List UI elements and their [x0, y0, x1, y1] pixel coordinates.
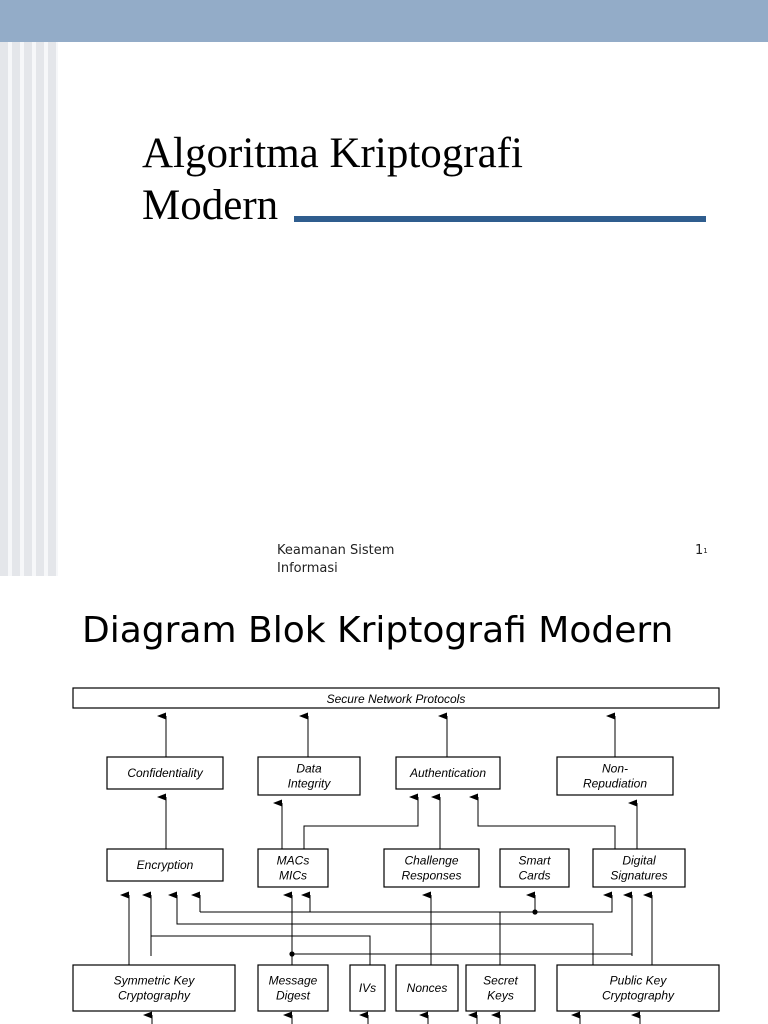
- slide-title-line-1: Algoritma Kriptografi: [142, 130, 523, 177]
- primitive-box-symmetric-key-cryptography: [73, 965, 235, 1011]
- mechanism-box-digital-signatures-label: Signatures: [610, 868, 668, 883]
- primitive-box-public-key-cryptography: [557, 965, 719, 1011]
- primitive-box-ivs: [350, 965, 385, 1011]
- primitive-box-symmetric-key-cryptography-label: Symmetric Key: [113, 973, 195, 988]
- primitive-box-symmetric-key-cryptography-label: Cryptography: [117, 988, 191, 1003]
- primitive-box-nonces-label: Nonces: [406, 981, 448, 995]
- page-number: [695, 542, 708, 560]
- service-box-data-integrity-label: Integrity: [287, 776, 331, 791]
- mechanism-box-challenge-responses-label: Challenge: [404, 853, 459, 868]
- diagram-slide: [0, 576, 768, 1024]
- primitive-box-ivs-label: IVs: [358, 981, 377, 995]
- slide-footer: [277, 542, 437, 576]
- mechanism-box-macs-mics-label: MACs: [276, 853, 310, 868]
- arrow-top-horizontal: [200, 895, 612, 912]
- mechanism-box-challenge-responses-label: Responses: [401, 868, 462, 883]
- mechanism-box-macs-mics: [258, 849, 328, 887]
- primitive-box-secret-keys-label: Secret: [483, 973, 518, 988]
- mechanism-box-smart-cards-label: Smart: [518, 853, 551, 868]
- page-number-value: 1: [695, 543, 704, 558]
- slide-top-bar: [0, 0, 768, 42]
- primitive-box-message-digest-label: Digest: [275, 988, 311, 1003]
- crypto-block-diagram: [0, 576, 768, 1024]
- slide-title-line-2: Modern: [142, 182, 279, 229]
- service-box-confidentiality-label: Confidentiality: [127, 766, 203, 780]
- primitive-box-message-digest-label: Message: [268, 973, 318, 988]
- mechanism-box-encryption-label: Encryption: [136, 858, 194, 872]
- primitive-box-secret-keys-label: Keys: [487, 988, 514, 1003]
- service-box-data-integrity: [258, 757, 360, 795]
- arrow-macs-to-authentication: [304, 797, 418, 849]
- page-number-superscript: 1: [703, 547, 708, 555]
- primitive-box-public-key-cryptography-label: Cryptography: [601, 988, 675, 1003]
- mechanism-box-digital-signatures: [593, 849, 685, 887]
- diagram-boxes: [73, 688, 719, 1011]
- mechanism-box-digital-signatures-label: Digital: [622, 853, 656, 868]
- mechanism-box-challenge-responses: [384, 849, 479, 887]
- primitive-box-message-digest: [258, 965, 328, 1011]
- service-box-data-integrity-label: Data: [296, 761, 322, 776]
- secure-network-protocols-label: Secure Network Protocols: [326, 692, 466, 706]
- mechanism-box-encryption: [107, 849, 223, 881]
- service-box-confidentiality: [107, 757, 223, 789]
- service-box-authentication: [396, 757, 500, 789]
- junction-digest: [289, 951, 294, 956]
- title-underline-rule: [294, 216, 706, 222]
- primitive-box-public-key-cryptography-label: Public Key: [609, 973, 667, 988]
- service-box-non-repudiation: [557, 757, 673, 795]
- mechanism-box-smart-cards-label: Cards: [518, 868, 551, 883]
- primitive-box-nonces: [396, 965, 458, 1011]
- mechanism-box-macs-mics-label: MICs: [279, 868, 307, 883]
- service-box-non-repudiation-label: Repudiation: [582, 776, 648, 791]
- line-symmetric-route: [151, 936, 370, 965]
- diagram-slide-heading: Diagram Blok Kriptografi Modern: [82, 610, 674, 651]
- secure-network-protocols-bar: [73, 688, 719, 708]
- left-stripe-decoration: [0, 42, 58, 576]
- service-box-authentication-label: Authentication: [409, 766, 487, 780]
- footer-line-1: Keamanan Sistem: [277, 543, 395, 558]
- arrow-signatures-to-authentication: [478, 797, 615, 849]
- mechanism-box-smart-cards: [500, 849, 569, 887]
- service-box-non-repudiation-label: Non-: [601, 761, 629, 776]
- junction-secret: [532, 909, 537, 914]
- footer-line-2: Informasi: [277, 561, 338, 576]
- primitive-box-secret-keys: [466, 965, 535, 1011]
